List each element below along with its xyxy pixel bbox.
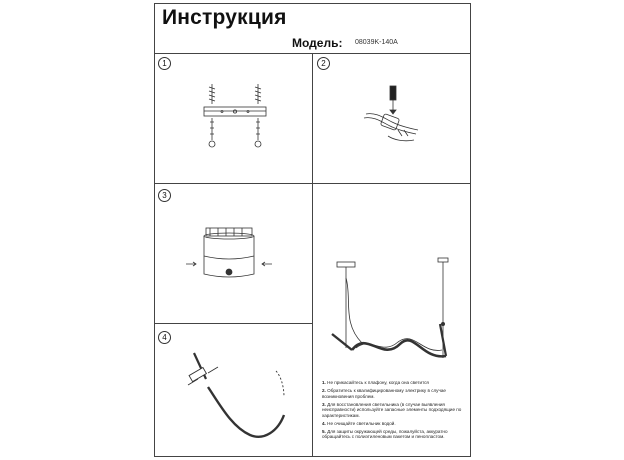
note-item: 5. Для защиты окружающей среды, пожалуйста, аккуратно обращайтесь с полиэтиленовым пакетом и пенопластом. [322,428,448,440]
canopy-diagram [184,222,284,292]
note-item: 4. Не очищайте светильник водой. [322,420,396,426]
note-item: 2. Обратитесь к квалифицированному электрику в случае возникновения проблем. [322,387,446,399]
step-number-3: 3 [158,189,171,202]
mounting-bracket-diagram [192,82,272,162]
model-label: Модель: [292,36,343,50]
page-title: Инструкция [162,6,287,29]
note-item: 3. Для восстановления светильника (в случае выявления неисправности) используйте запасные элементы подходящие по характеристикам. [322,401,462,418]
screw-left-top [209,84,215,104]
column-divider [312,53,313,457]
screw-right-top [255,84,261,104]
pendant-light-diagram [322,238,462,378]
note-item: 1. Не прикасайтесь к плафону, когда она светится [322,380,429,385]
step-number-2: 2 [317,57,330,70]
safety-notes [322,380,466,442]
step-number-4: 4 [158,331,171,344]
step-number-1: 1 [158,57,171,70]
wiring-diagram [358,84,428,154]
row-divider-1 [154,183,471,184]
model-value: 08039K-140A [355,39,398,46]
arm-attachment-diagram [180,345,310,445]
row-divider-2 [154,323,312,324]
